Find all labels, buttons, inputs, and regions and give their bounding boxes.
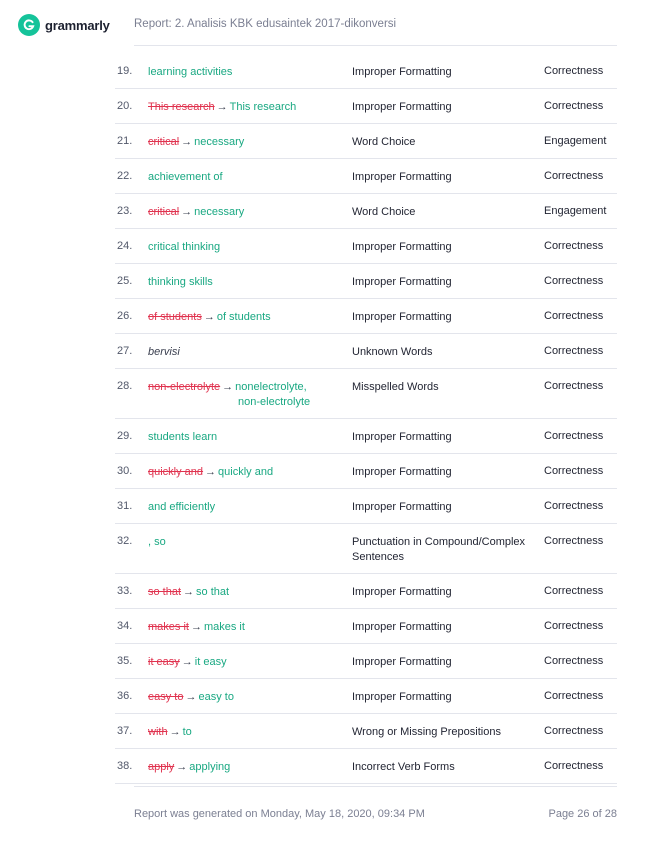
- issue-type: Improper Formatting: [352, 656, 452, 668]
- issue-category: Correctness: [544, 535, 604, 547]
- suggestion-row: [115, 54, 617, 89]
- suggested-text: of students: [216, 311, 271, 323]
- deleted-text: so that: [148, 586, 182, 598]
- suggestion-text: [148, 500, 348, 515]
- issue-type: Improper Formatting: [352, 171, 452, 183]
- arrow-right-icon: →: [203, 311, 215, 323]
- arrow-right-icon: →: [205, 466, 217, 478]
- suggestion-text: [148, 310, 348, 325]
- suggestion-row: [115, 489, 617, 524]
- arrow-right-icon: →: [176, 761, 188, 773]
- issue-type: Improper Formatting: [352, 311, 452, 323]
- issue-type: Improper Formatting: [352, 691, 452, 703]
- issue-type: Improper Formatting: [352, 586, 452, 598]
- page-number: Page 26 of 28: [548, 808, 617, 820]
- issue-category: Correctness: [544, 725, 604, 737]
- deleted-text: critical: [148, 136, 180, 148]
- generated-timestamp: Report was generated on Monday, May 18, 2020, 09:34 PM: [134, 808, 425, 820]
- row-number: 25.: [117, 275, 133, 287]
- issue-category: Correctness: [544, 275, 604, 287]
- suggested-text: and efficiently: [148, 501, 216, 513]
- suggestion-row: [115, 299, 617, 334]
- suggestion-text: [148, 135, 348, 150]
- suggestion-text: [148, 240, 348, 255]
- arrow-right-icon: →: [222, 381, 234, 393]
- arrow-right-icon: →: [216, 101, 228, 113]
- issue-type: Word Choice: [352, 206, 416, 218]
- issue-category: Correctness: [544, 690, 604, 702]
- issue-category: Correctness: [544, 465, 604, 477]
- issue-category: Correctness: [544, 100, 604, 112]
- issue-category: Correctness: [544, 240, 604, 252]
- row-number: 19.: [117, 65, 133, 77]
- suggestion-row: [115, 454, 617, 489]
- suggestion-row: [115, 159, 617, 194]
- suggested-text: achievement of: [148, 171, 223, 183]
- suggestion-text: [148, 275, 348, 290]
- suggestion-row: [115, 369, 617, 419]
- issue-category: Correctness: [544, 170, 604, 182]
- deleted-text: critical: [148, 206, 180, 218]
- row-number: 31.: [117, 500, 133, 512]
- suggested-text: thinking skills: [148, 276, 213, 288]
- grammarly-g-icon: [18, 14, 40, 36]
- suggestion-text: [148, 380, 348, 410]
- row-number: 32.: [117, 535, 133, 547]
- suggestion-row: [115, 89, 617, 124]
- suggestion-text: [148, 725, 348, 740]
- suggestion-row: [115, 679, 617, 714]
- suggestion-text: [148, 100, 348, 115]
- issue-category: Correctness: [544, 585, 604, 597]
- issue-type: Improper Formatting: [352, 466, 452, 478]
- arrow-right-icon: →: [185, 691, 197, 703]
- suggestion-row: [115, 194, 617, 229]
- issue-category: Correctness: [544, 310, 604, 322]
- issue-type: Word Choice: [352, 136, 416, 148]
- suggestion-row: [115, 574, 617, 609]
- row-number: 36.: [117, 690, 133, 702]
- deleted-text: makes it: [148, 621, 189, 633]
- suggestion-text: [148, 170, 348, 185]
- issue-category: Engagement: [544, 135, 607, 147]
- suggestion-text: [148, 620, 348, 635]
- suggestion-row: [115, 609, 617, 644]
- issue-category: Engagement: [544, 205, 607, 217]
- issue-category: Correctness: [544, 65, 604, 77]
- row-number: 38.: [117, 760, 133, 772]
- deleted-text: easy to: [148, 691, 184, 703]
- suggestion-text: [148, 205, 348, 220]
- suggested-text: critical thinking: [148, 241, 221, 253]
- issue-type: Improper Formatting: [352, 431, 452, 443]
- issue-category: Correctness: [544, 430, 604, 442]
- suggested-text: makes it: [203, 621, 245, 633]
- arrow-right-icon: →: [181, 206, 193, 218]
- suggestion-row: [115, 644, 617, 679]
- suggested-text: it easy: [194, 656, 227, 668]
- suggested-text: learning activities: [148, 66, 233, 78]
- suggestion-row: [115, 264, 617, 299]
- suggested-text: , so: [148, 536, 166, 548]
- issue-category: Correctness: [544, 760, 604, 772]
- suggestion-row: [115, 524, 617, 574]
- arrow-right-icon: →: [181, 136, 193, 148]
- suggestion-row: [115, 229, 617, 264]
- deleted-text: of students: [148, 311, 202, 323]
- issue-type: Improper Formatting: [352, 621, 452, 633]
- row-number: 24.: [117, 240, 133, 252]
- row-number: 33.: [117, 585, 133, 597]
- issue-type: Unknown Words: [352, 346, 433, 358]
- suggestion-row: [115, 419, 617, 454]
- issue-category: Correctness: [544, 345, 604, 357]
- row-number: 20.: [117, 100, 133, 112]
- row-number: 30.: [117, 465, 133, 477]
- issue-type: Improper Formatting: [352, 501, 452, 513]
- suggestion-text: [148, 655, 348, 670]
- arrow-right-icon: →: [183, 586, 195, 598]
- row-number: 28.: [117, 380, 133, 392]
- issue-type: Improper Formatting: [352, 101, 452, 113]
- row-number: 35.: [117, 655, 133, 667]
- suggested-text: applying: [189, 761, 231, 773]
- header-divider: [134, 45, 617, 46]
- suggested-text: so that: [196, 586, 230, 598]
- report-title: Report: 2. Analisis KBK edusaintek 2017-dikonversi: [134, 18, 397, 30]
- footer-divider: [134, 786, 617, 787]
- arrow-right-icon: →: [190, 621, 202, 633]
- deleted-text: non-electrolyte: [148, 381, 221, 393]
- suggestion-text: [148, 65, 348, 80]
- suggested-text: to: [182, 726, 192, 738]
- row-number: 34.: [117, 620, 133, 632]
- suggestion-text: [148, 690, 348, 705]
- suggested-text: necessary: [194, 206, 245, 218]
- row-number: 27.: [117, 345, 133, 357]
- issue-category: Correctness: [544, 380, 604, 392]
- row-number: 23.: [117, 205, 133, 217]
- row-number: 22.: [117, 170, 133, 182]
- issue-type: Punctuation in Compound/Complex Sentences: [352, 536, 526, 563]
- report-header: [0, 0, 650, 46]
- row-number: 21.: [117, 135, 133, 147]
- logo-text: grammarly: [45, 17, 110, 33]
- suggested-text: necessary: [194, 136, 245, 148]
- suggested-text: easy to: [198, 691, 234, 703]
- suggested-text: This research: [229, 101, 297, 113]
- arrow-right-icon: →: [181, 656, 193, 668]
- suggestion-text: [148, 465, 348, 480]
- row-number: 37.: [117, 725, 133, 737]
- suggested-text-alternative: non-electrolyte: [238, 396, 311, 408]
- suggestion-text: [148, 430, 348, 445]
- issue-category: Correctness: [544, 620, 604, 632]
- issue-type: Incorrect Verb Forms: [352, 761, 455, 773]
- issue-category: Correctness: [544, 500, 604, 512]
- issue-type: Improper Formatting: [352, 241, 452, 253]
- suggestion-text: [148, 585, 348, 600]
- suggestion-text: [148, 760, 348, 775]
- suggestion-list: [115, 54, 617, 784]
- issue-category: Correctness: [544, 655, 604, 667]
- suggestion-row: [115, 749, 617, 784]
- flagged-word: bervisi: [148, 346, 180, 358]
- suggestion-row: [115, 334, 617, 369]
- issue-type: Improper Formatting: [352, 66, 452, 78]
- deleted-text: apply: [148, 761, 175, 773]
- row-number: 29.: [117, 430, 133, 442]
- deleted-text: it easy: [148, 656, 180, 668]
- suggestion-row: [115, 124, 617, 159]
- suggestion-text: [148, 345, 348, 360]
- suggested-text: quickly and: [218, 466, 274, 478]
- suggested-text: nonelectrolyte,: [235, 381, 307, 393]
- deleted-text: This research: [148, 101, 215, 113]
- suggested-text: students learn: [148, 431, 218, 443]
- issue-type: Improper Formatting: [352, 276, 452, 288]
- deleted-text: quickly and: [148, 466, 204, 478]
- grammarly-logo: [18, 14, 110, 36]
- row-number: 26.: [117, 310, 133, 322]
- suggestion-row: [115, 714, 617, 749]
- issue-type: Wrong or Missing Prepositions: [352, 726, 501, 738]
- arrow-right-icon: →: [169, 726, 181, 738]
- issue-type: Misspelled Words: [352, 381, 439, 393]
- suggestion-text: [148, 535, 348, 550]
- deleted-text: with: [148, 726, 168, 738]
